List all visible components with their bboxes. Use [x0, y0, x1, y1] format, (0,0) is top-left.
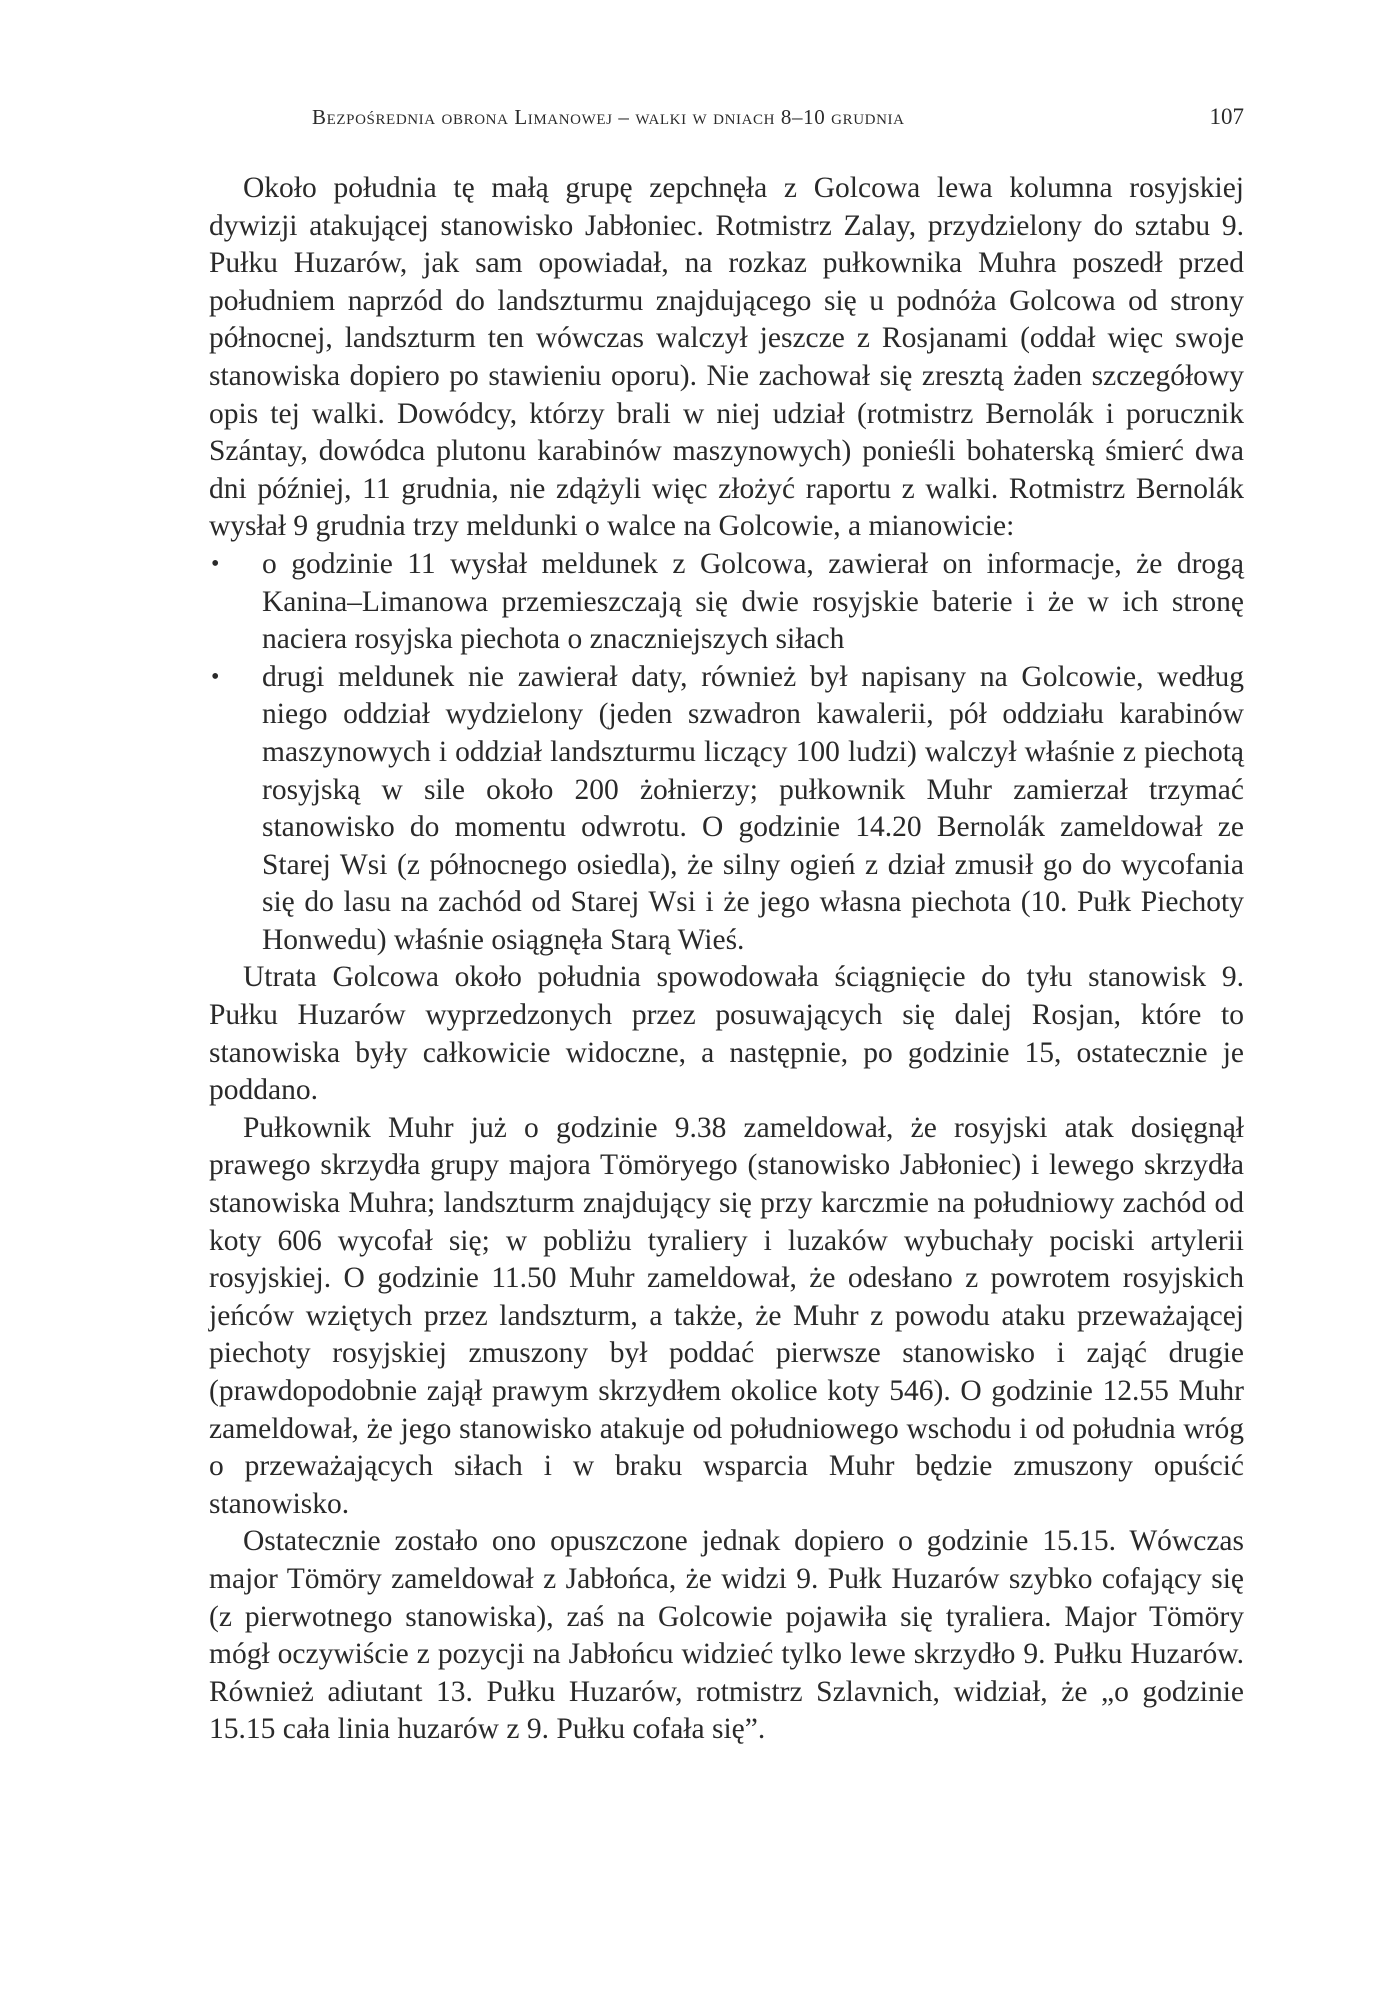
list-item-text: o godzinie 11 wysłał meldunek z Golcowa, zawierał on informacje, że drogą Kanina–Limanowa przemieszczają się dwie rosyjskie baterie i że w ich stronę naciera rosyjska piechota o znaczniejszych siłach [262, 547, 1244, 656]
paragraph-4: Ostatecznie zostało ono opuszczone jednak dopiero o godzinie 15.15. Wówczas major Tömöry zameldował z Jabłońca, że widzi 9. Pułk Huzarów szybko cofający się (z pierwotnego stanowiska), zaś na Golcowie pojawiła się tyraliera. Major Tömöry mógł oczywiście z pozycji na Jabłońcu widzieć tylko lewe skrzydło 9. Pułku Huzarów. Również adiutant 13. Pułku Huzarów, rotmistrz Szlavnich, widział, że „o godzinie 15.15 cała linia huzarów z 9. Pułku cofała się”. [209, 1525, 1244, 1746]
running-title: Bezpośrednia obrona Limanowej – walki w dniach 8–10 grudnia [312, 105, 905, 129]
list-item-text: drugi meldunek nie zawierał daty, również był napisany na Golcowie, według niego oddział wydzielony (jeden szwadron kawalerii, pół oddziału karabinów maszynowych i oddział landszturmu liczący 100 ludzi) walczył właśnie z piechotą rosyjską w sile około 200 żołnierzy; pułkownik Muhr zamierzał trzymać stanowisko do momentu odwrotu. O godzinie 14.20 Bernolák zameldował ze Starej Wsi (z północnego osiedla), że silny ogień z dział zmusił go do wycofania się do lasu na zachód od Starej Wsi i że jego własna piechota (10. Pułk Piechoty Honwedu) właśnie osiągnęła Starą Wieś. [262, 660, 1244, 956]
running-header [312, 104, 1244, 134]
list-item [209, 546, 1244, 659]
bullet-list [209, 546, 1244, 960]
list-item [209, 659, 1244, 960]
paragraph-2: Utrata Golcowa około południa spowodowała ściągnięcie do tyłu stanowisk 9. Pułku Huzarów wyprzedzonych przez posuwających się dalej Rosjan, które to stanowiska były całkowicie widoczne, a następnie, po godzinie 15, ostatecznie je poddano. [209, 961, 1244, 1107]
paragraph-3: Pułkownik Muhr już o godzinie 9.38 zameldował, że rosyjski atak dosięgnął prawego skrzydła grupy majora Tömöryego (stanowisko Jabłoniec) i lewego skrzydła stanowiska Muhra; landszturm znajdujący się przy karczmie na południowy zachód od koty 606 wycofał się; w pobliżu tyraliery i luzaków wybuchały pociski artylerii rosyjskiej. O godzinie 11.50 Muhr zameldował, że odesłano z powrotem rosyjskich jeńców wziętych przez landszturm, a także, że Muhr z powodu ataku przeważającej piechoty rosyjskiej zmuszony był poddać pierwsze stanowisko i zająć drugie (prawdopodobnie zajął prawym skrzydłem okolice koty 546). O godzinie 12.55 Muhr zameldował, że jego stanowisko atakuje od południowego wschodu i od południa wróg o przeważających siłach i w braku wsparcia Muhr będzie zmuszony opuścić stanowisko. [209, 1111, 1244, 1520]
bullet-icon: • [211, 550, 220, 577]
bullet-icon: • [211, 663, 220, 690]
paragraph-1: Około południa tę małą grupę zepchnęła z Golcowa lewa kolumna rosyjskiej dywizji atakującej stanowisko Jabłoniec. Rotmistrz Zalay, przydzielony do sztabu 9. Pułku Huzarów, jak sam opowiadał, na rozkaz pułkownika Muhra poszedł przed południem naprzód do landszturmu znajdującego się u podnóża Golcowa od strony północnej, landszturm ten wówczas walczył jeszcze z Rosjanami (oddał więc swoje stanowiska dopiero po stawieniu oporu). Nie zachował się zresztą żaden szczegółowy opis tej walki. Dowódcy, którzy brali w niej udział (rotmistrz Bernolák i porucznik Szántay, dowódca plutonu karabinów maszynowych) ponieśli bohaterską śmierć dwa dni później, 11 grudnia, nie zdążyli więc złożyć raportu z walki. Rotmistrz Bernolák wysłał 9 grudnia trzy meldunki o walce na Golcowie, a mianowicie: [209, 172, 1244, 543]
page-number: 107 [1209, 104, 1244, 129]
body-text [209, 170, 1244, 1749]
